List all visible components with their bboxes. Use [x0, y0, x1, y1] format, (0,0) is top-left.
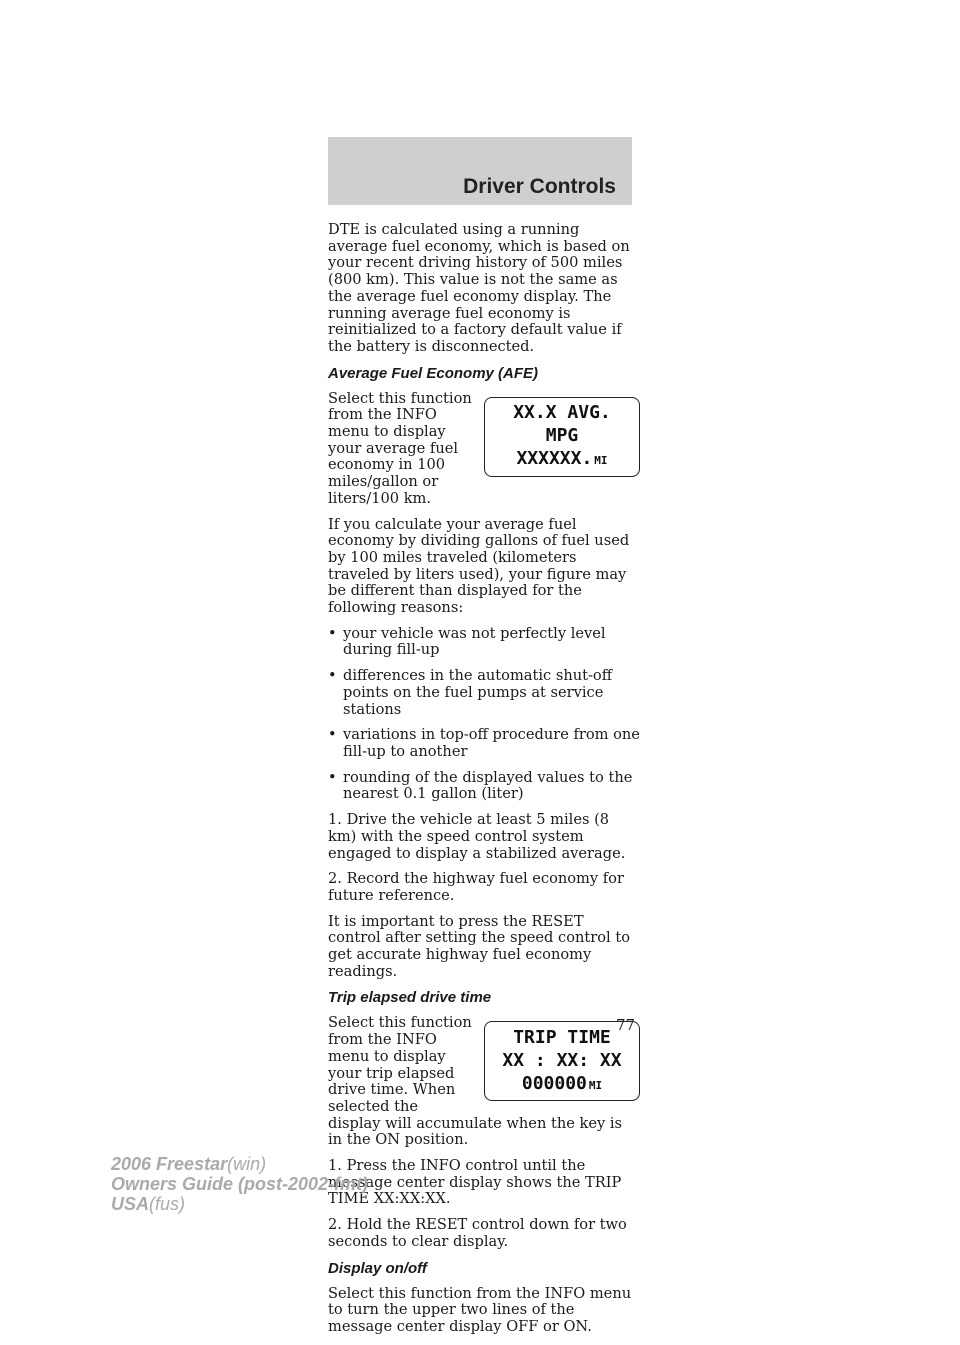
- page-content: [328, 222, 640, 1345]
- afe-heading: Average Fuel Economy (AFE): [328, 364, 539, 382]
- list-item: • your vehicle was not perfectly level during fill-up: [328, 624, 606, 659]
- header-band: [328, 137, 632, 205]
- afe-paragraph-2: If you calculate your average fuel economy by dividing gallons of fuel used by 100 miles traveled (kilometers traveled by liters used), your figure may be different than displayed for the following reasons:: [328, 515, 630, 617]
- afe-display-line1: XX.X AVG.: [513, 402, 611, 424]
- afe-reasons-list: [328, 626, 640, 803]
- trip-heading: Trip elapsed drive time: [328, 989, 492, 1007]
- trip-display-line1: TRIP TIME: [513, 1026, 611, 1048]
- afe-display-illustration: [484, 397, 640, 477]
- list-item: • variations in top-off procedure from one fill-up to another: [328, 726, 640, 760]
- bullet-icon: •: [328, 768, 337, 786]
- trip-display-unit: MI: [588, 1078, 603, 1092]
- footer-line-2: Owners Guide (post-2002-fmt): [111, 1174, 369, 1194]
- afe-paragraph-1: Select this function from the INFO menu to display your average fuel economy in 100 miles/gallon or liters/100 km.: [328, 389, 472, 507]
- section-title: Driver Controls: [463, 175, 616, 198]
- footer-watermark: [111, 1154, 368, 1214]
- afe-note: It is important to press the RESET control after setting the speed control to get accurate highway fuel economy readings.: [328, 912, 630, 980]
- intro-paragraph: DTE is calculated using a running average fuel economy, which is based on your recent driving history of 500 miles (800 km). This value is not the same as the average fuel economy display. The running average fuel economy is reinitialized to a factory default value if the battery is disconnected.: [328, 221, 630, 355]
- trip-display-line3: 000000 MI: [521, 1072, 603, 1094]
- afe-display-unit: MI: [594, 454, 608, 468]
- list-item: • differences in the automatic shut-off points on the fuel pumps at service stations: [328, 667, 613, 718]
- afe-step-2: 2. Record the highway fuel economy for future reference.: [328, 870, 624, 904]
- page-number: 77: [616, 1016, 636, 1034]
- afe-display-line2: MPG: [545, 425, 579, 447]
- list-item: • rounding of the displayed values to the nearest 0.1 gallon (liter): [328, 768, 633, 803]
- bullet-icon: •: [328, 624, 337, 642]
- display-onoff-heading: Display on/off: [328, 1259, 427, 1277]
- display-onoff-paragraph: Select this function from the INFO menu to turn the upper two lines of the message center display OFF or ON.: [328, 1284, 632, 1335]
- bullet-icon: •: [328, 726, 337, 744]
- footer-line-1: 2006 Freestar(win): [111, 1154, 267, 1174]
- trip-step-1: 1. Press the INFO control until the message center display shows the TRIP TIME XX:XX:XX.: [328, 1157, 622, 1208]
- trip-paragraph-1: Select this function from the INFO menu to display your trip elapsed drive time. When selected the display will accumulate when the key is in the ON position.: [328, 1014, 623, 1149]
- afe-step-1: 1. Drive the vehicle at least 5 miles (8 km) with the speed control system engaged to display a stabilized average.: [328, 811, 626, 862]
- trip-display-line2: XX : XX: XX: [502, 1049, 622, 1071]
- afe-display-line3: XXXXXX. MI: [516, 448, 608, 470]
- trip-step-2: 2. Hold the RESET control down for two seconds to clear display.: [328, 1216, 627, 1250]
- footer-line-3: USA(fus): [111, 1194, 186, 1214]
- bullet-icon: •: [328, 667, 337, 685]
